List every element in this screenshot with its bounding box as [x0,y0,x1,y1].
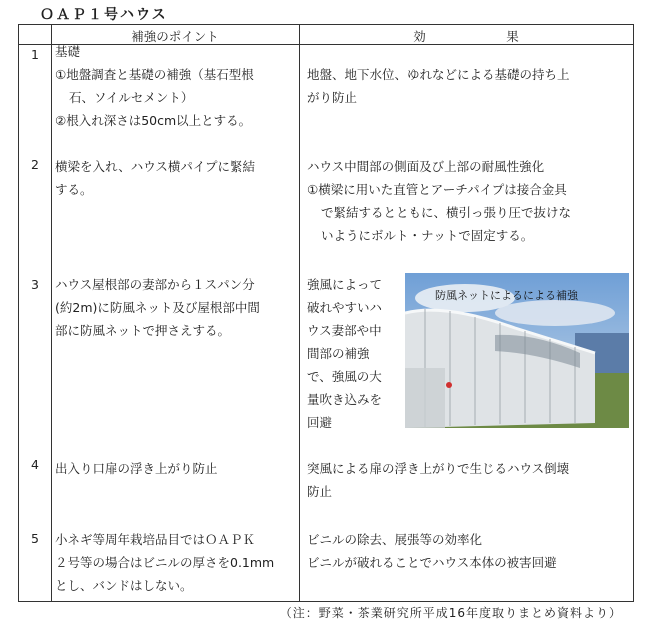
header-points: 補強のポイント [131,29,219,44]
windbreak-net-photo [405,273,629,428]
column-divider-number [51,25,52,601]
source-footnote: （注：野菜・茶業研究所平成16年度取りまとめ資料より） [279,606,622,620]
row-effects: ビニルの除去、展張等の効率化 ビニルが破れることでハウス本体の被害回避 [307,532,557,570]
row-effects: 強風によって 破れやすいハ ウス妻部や中 間部の補強 で、強風の大 量吹き込みを 回避 [307,277,383,430]
row-points: ハウス屋根部の妻部から１スパン分 (約2m)に防風ネット及び屋根部中間 部に防風ネットで押さえする。 [55,277,260,338]
row-number: 3 [31,277,39,292]
row-points: 出入り口扉の浮き上がり防止 [55,461,218,476]
row-effects: 突風による扉の浮き上がりで生じるハウス倒壊 防止 [307,461,570,499]
header-effects: 効 果 [413,29,553,44]
row-effects: ハウス中間部の側面及び上部の耐風性強化 ①横梁に用いた直管とアーチパイプは接合金具 で緊結するとともに、横引っ張り圧で抜けな いようにボルト・ナットで固定する。 [307,159,572,243]
row-number: 5 [31,531,39,546]
row-number: 1 [31,47,39,62]
row-points: 小ネギ等周年栽培品目ではＯＡＰＫ ２号等の場合はビニルの厚さを0.1mm とし、バンドはしない。 [55,532,275,593]
column-divider-effect [299,25,300,601]
row-effects: 地盤、地下水位、ゆれなどによる基礎の持ち上 がり防止 [307,67,570,105]
reinforcement-table [18,24,634,602]
photo-caption: 防風ネットによるによる補強 [435,289,578,302]
row-points: 基礎 ①地盤調査と基礎の補強（基石型根 石、ソイルセメント） ②根入れ深さは50cm以上とする。 [55,44,254,128]
row-points: 横梁を入れ、ハウス横パイプに緊結 する。 [55,159,256,197]
row-number: 2 [31,157,39,172]
page-title: ＯＡＰ１号ハウス [40,7,168,23]
row-number: 4 [31,457,39,472]
